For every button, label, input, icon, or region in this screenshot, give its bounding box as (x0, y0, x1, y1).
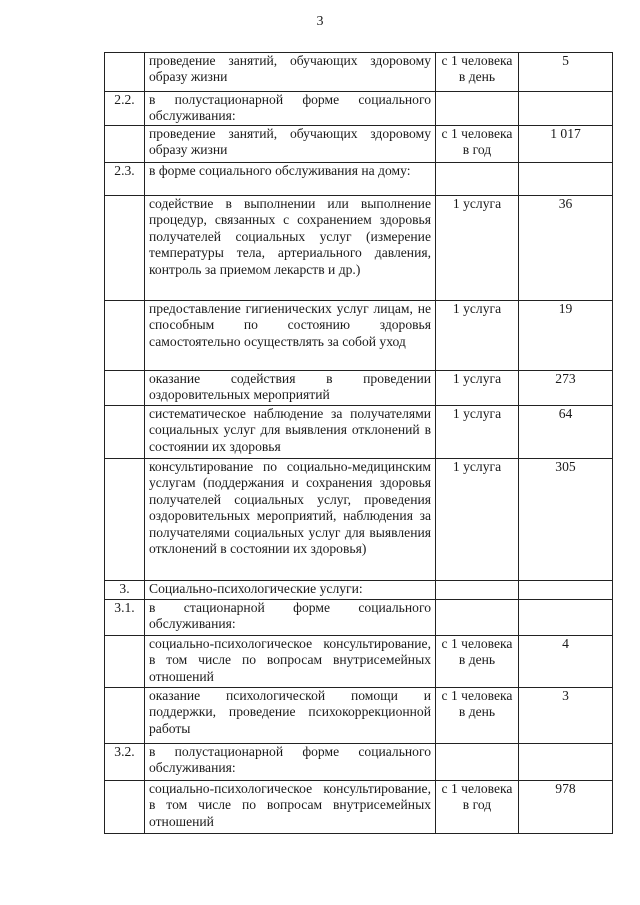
row-number: 2.2. (105, 92, 145, 126)
row-number (105, 636, 145, 688)
row-number (105, 126, 145, 163)
service-value: 4 (519, 636, 613, 688)
unit-of-measure: с 1 человека в день (436, 688, 519, 744)
table-row (105, 126, 613, 163)
row-number (105, 371, 145, 406)
table-row (105, 301, 613, 371)
unit-of-measure: 1 услуга (436, 459, 519, 581)
row-number: 3.1. (105, 600, 145, 636)
table-row (105, 600, 613, 636)
row-number (105, 196, 145, 301)
service-value: 3 (519, 688, 613, 744)
table-row (105, 163, 613, 196)
row-number: 3.2. (105, 744, 145, 781)
table-row (105, 459, 613, 581)
unit-of-measure: 1 услуга (436, 406, 519, 459)
table-row (105, 196, 613, 301)
unit-of-measure (436, 92, 519, 126)
row-number (105, 406, 145, 459)
unit-of-measure: с 1 человека в год (436, 126, 519, 163)
service-description: в стационарной форме социального обслуживания: (145, 600, 436, 636)
table-row (105, 688, 613, 744)
unit-of-measure: 1 услуга (436, 301, 519, 371)
unit-of-measure: 1 услуга (436, 371, 519, 406)
service-description: систематическое наблюдение за получателями социальных услуг для выявления отклонений в состоянии их здоровья (145, 406, 436, 459)
table-row (105, 53, 613, 92)
table-row (105, 744, 613, 781)
service-value (519, 600, 613, 636)
service-description: социально-психологическое консультирование, в том числе по вопросам внутрисемейных отношений (145, 781, 436, 834)
table-row (105, 371, 613, 406)
table-row (105, 781, 613, 834)
service-value: 19 (519, 301, 613, 371)
unit-of-measure (436, 744, 519, 781)
table-row (105, 92, 613, 126)
service-value (519, 744, 613, 781)
service-value: 273 (519, 371, 613, 406)
service-value: 305 (519, 459, 613, 581)
service-value (519, 163, 613, 196)
service-description: в полустационарной форме социального обслуживания: (145, 92, 436, 126)
row-number: 2.3. (105, 163, 145, 196)
unit-of-measure: 1 услуга (436, 196, 519, 301)
row-number (105, 53, 145, 92)
service-description: проведение занятий, обучающих здоровому образу жизни (145, 53, 436, 92)
row-number (105, 459, 145, 581)
table-row (105, 636, 613, 688)
table-row (105, 406, 613, 459)
service-description: оказание психологической помощи и поддержки, проведение психокоррекционной работы (145, 688, 436, 744)
service-description: социально-психологическое консультирование, в том числе по вопросам внутрисемейных отношений (145, 636, 436, 688)
service-value (519, 581, 613, 600)
service-description: предоставление гигиенических услуг лицам, не способным по состоянию здоровья самостоятельно осуществлять за собой уход (145, 301, 436, 371)
unit-of-measure: с 1 человека в день (436, 636, 519, 688)
page-number: 3 (316, 14, 324, 29)
service-value: 5 (519, 53, 613, 92)
row-number: 3. (105, 581, 145, 600)
service-description: в полустационарной форме социального обслуживания: (145, 744, 436, 781)
unit-of-measure (436, 163, 519, 196)
service-description: проведение занятий, обучающих здоровому образу жизни (145, 126, 436, 163)
table-row (105, 581, 613, 600)
service-value: 978 (519, 781, 613, 834)
service-value (519, 92, 613, 126)
service-value: 36 (519, 196, 613, 301)
service-description: содействие в выполнении или выполнение процедур, связанных с сохранением здоровья получателей социальных услуг (измерение температуры тела, артериального давления, контроль за приемом лекарств и др.) (145, 196, 436, 301)
unit-of-measure: с 1 человека в год (436, 781, 519, 834)
services-table (104, 52, 613, 834)
service-description: Социально-психологические услуги: (145, 581, 436, 600)
unit-of-measure (436, 600, 519, 636)
service-value: 1 017 (519, 126, 613, 163)
service-value: 64 (519, 406, 613, 459)
row-number (105, 301, 145, 371)
service-description: в форме социального обслуживания на дому: (145, 163, 436, 196)
row-number (105, 688, 145, 744)
unit-of-measure (436, 581, 519, 600)
service-description: консультирование по социально-медицинским услугам (поддержания и сохранения здоровья получателей социальных услуг, проведения оздоровительных мероприятий, наблюдения за получателями социальных услуг для выявления отклонений в состоянии их здоровья) (145, 459, 436, 581)
service-description: оказание содействия в проведении оздоровительных мероприятий (145, 371, 436, 406)
row-number (105, 781, 145, 834)
unit-of-measure: с 1 человека в день (436, 53, 519, 92)
